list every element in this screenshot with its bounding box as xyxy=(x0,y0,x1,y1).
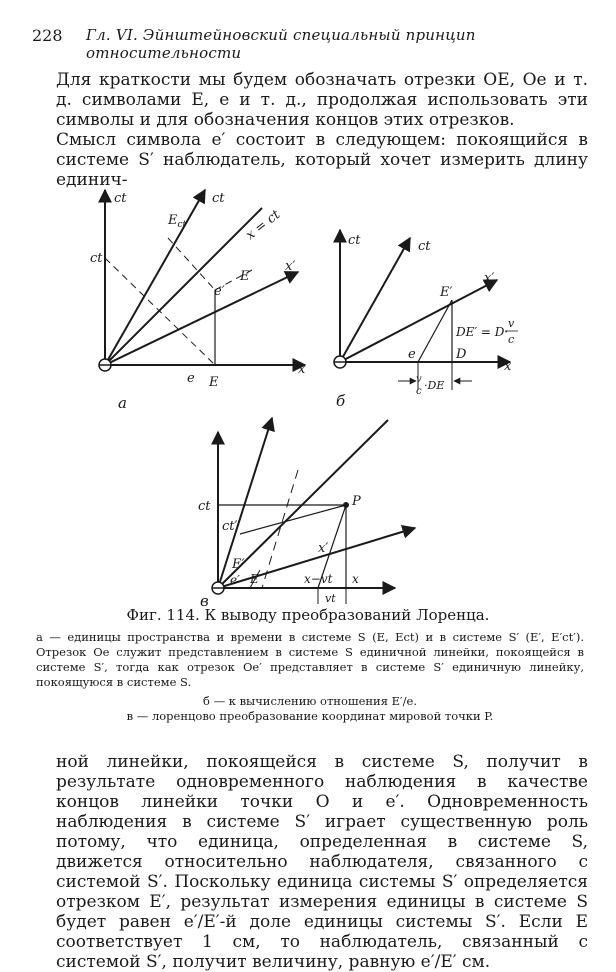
panel-a-label-x-prime: x′ xyxy=(285,259,296,274)
panel-b-bottom-num: v xyxy=(416,374,422,385)
panel-b-bottom-den: c xyxy=(416,386,422,397)
panel-b-label-x-prime: x′ xyxy=(484,271,495,286)
panel-c-label-e-prime: e′ xyxy=(230,573,240,587)
panel-b-frac-den: c xyxy=(508,333,515,346)
panel-a-light-line xyxy=(105,208,262,365)
panel-c-label-vt: vt xyxy=(325,592,336,605)
panel-b-frac-num: v xyxy=(508,317,515,330)
panel-b-label-DE-eq: DE′ = D· xyxy=(456,325,509,339)
panel-c-label-ct: ct xyxy=(198,499,211,514)
page-number: 228 xyxy=(32,26,63,45)
panel-a-label-E-upper: E xyxy=(240,269,250,284)
panel-a-ct-prime-axis xyxy=(105,190,205,365)
panel-b-slant-eE xyxy=(418,300,452,362)
panel-c-label-E: E xyxy=(250,572,259,586)
panel-a-label-E-lower: E xyxy=(209,375,219,390)
panel-b-label-x: x xyxy=(504,359,512,374)
panel-c-label-ct-prime: ct′ xyxy=(222,519,238,534)
running-title: Гл. VI. Эйнштейновский специальный принцип относительности xyxy=(86,26,476,62)
panel-a-dash-ect xyxy=(168,238,215,290)
figure-legend-a: а — единицы пространства и времени в системе S (E, Ect) и в системе S′ (E′, E′ct′). Отрезок Oe служит представлением в системе S единичной линейки, покоящейся в системе S′, тогда как отрезок Oe′ представляет в системе S′ единичную линейку, покоящуюся в системе S. xyxy=(36,630,584,689)
panel-b-letter: б xyxy=(336,392,346,410)
panel-b-label-E-prime: E′ xyxy=(440,285,453,300)
panel-a-label-ct-prime: ct xyxy=(212,191,225,206)
panel-a-label-xct: x = ct xyxy=(243,207,284,244)
panel-c-label-x-minus-vt: x−vt xyxy=(304,572,333,586)
panel-a-label-x: x xyxy=(298,362,306,377)
panel-b-bottom-rest: ·DE xyxy=(424,379,445,392)
panel-c-label-x: x xyxy=(352,572,359,586)
panel-c-dash-simultaneity xyxy=(262,470,298,588)
panel-b-diagram xyxy=(334,230,510,390)
panel-c-letter: в xyxy=(200,592,209,610)
panel-b-label-ct-prime: ct xyxy=(418,239,431,254)
panel-a-label-e-prime: e′ xyxy=(214,284,225,299)
intro-paragraph-1: Для краткости мы будем обозначать отрезки OE, Oe и т. д. символами E, e и т. д., продолжая использовать эти символы и для обозначения концов этих отрезков. xyxy=(56,70,588,130)
panel-b-label-ct: ct xyxy=(348,233,361,248)
panel-a-label-ct: ct xyxy=(114,191,127,206)
panel-a-letter: а xyxy=(118,394,127,412)
panel-a-label-ct-mark: ct xyxy=(90,251,103,266)
figure-legend-c: в — лоренцово преобразование координат мировой точки P. xyxy=(126,709,494,723)
panel-b-label-D: D xyxy=(456,347,467,362)
figure-legend-b: б — к вычислению отношения E′/e. xyxy=(203,694,417,708)
intro-paragraph-2: Смысл символа e′ состоит в следующем: покоящийся в системе S′ наблюдатель, который хочет измерить длину единич- xyxy=(56,130,588,190)
panel-a-label-e: e xyxy=(187,371,195,386)
panel-a-label-ect: $E_{ct}$ xyxy=(168,213,187,230)
panel-c-label-P: P xyxy=(352,494,361,509)
panel-b-label-e: e xyxy=(408,347,416,362)
panel-c-label-x-prime: x′ xyxy=(318,541,329,556)
panel-c-point-P xyxy=(344,503,349,508)
figure-caption-title: Фиг. 114. К выводу преобразований Лоренца. xyxy=(126,606,490,624)
outro-paragraph: ной линейки, покоящейся в системе S, получит в результате одновременного наблюдения в качестве концов линейки точки O и e′. Одновременность наблюдения в системе S′ играет существенную роль потому, что единица, определенная в системе S, движется относительно наблюдателя, связанного с системой S′. Поскольку единица системы S′ определяется отрезком E′, результат измерения единицы в системе S будет равен e′/E′-й доле единицы системы S′. Если E соответствует 1 см, то наблюдатель, связанный с системой S′, получит величину, равную e′/E′ см. xyxy=(56,752,588,972)
panel-c-label-E-prime: E′ xyxy=(232,557,245,572)
panel-c-ct-prime-parallel xyxy=(240,505,346,534)
